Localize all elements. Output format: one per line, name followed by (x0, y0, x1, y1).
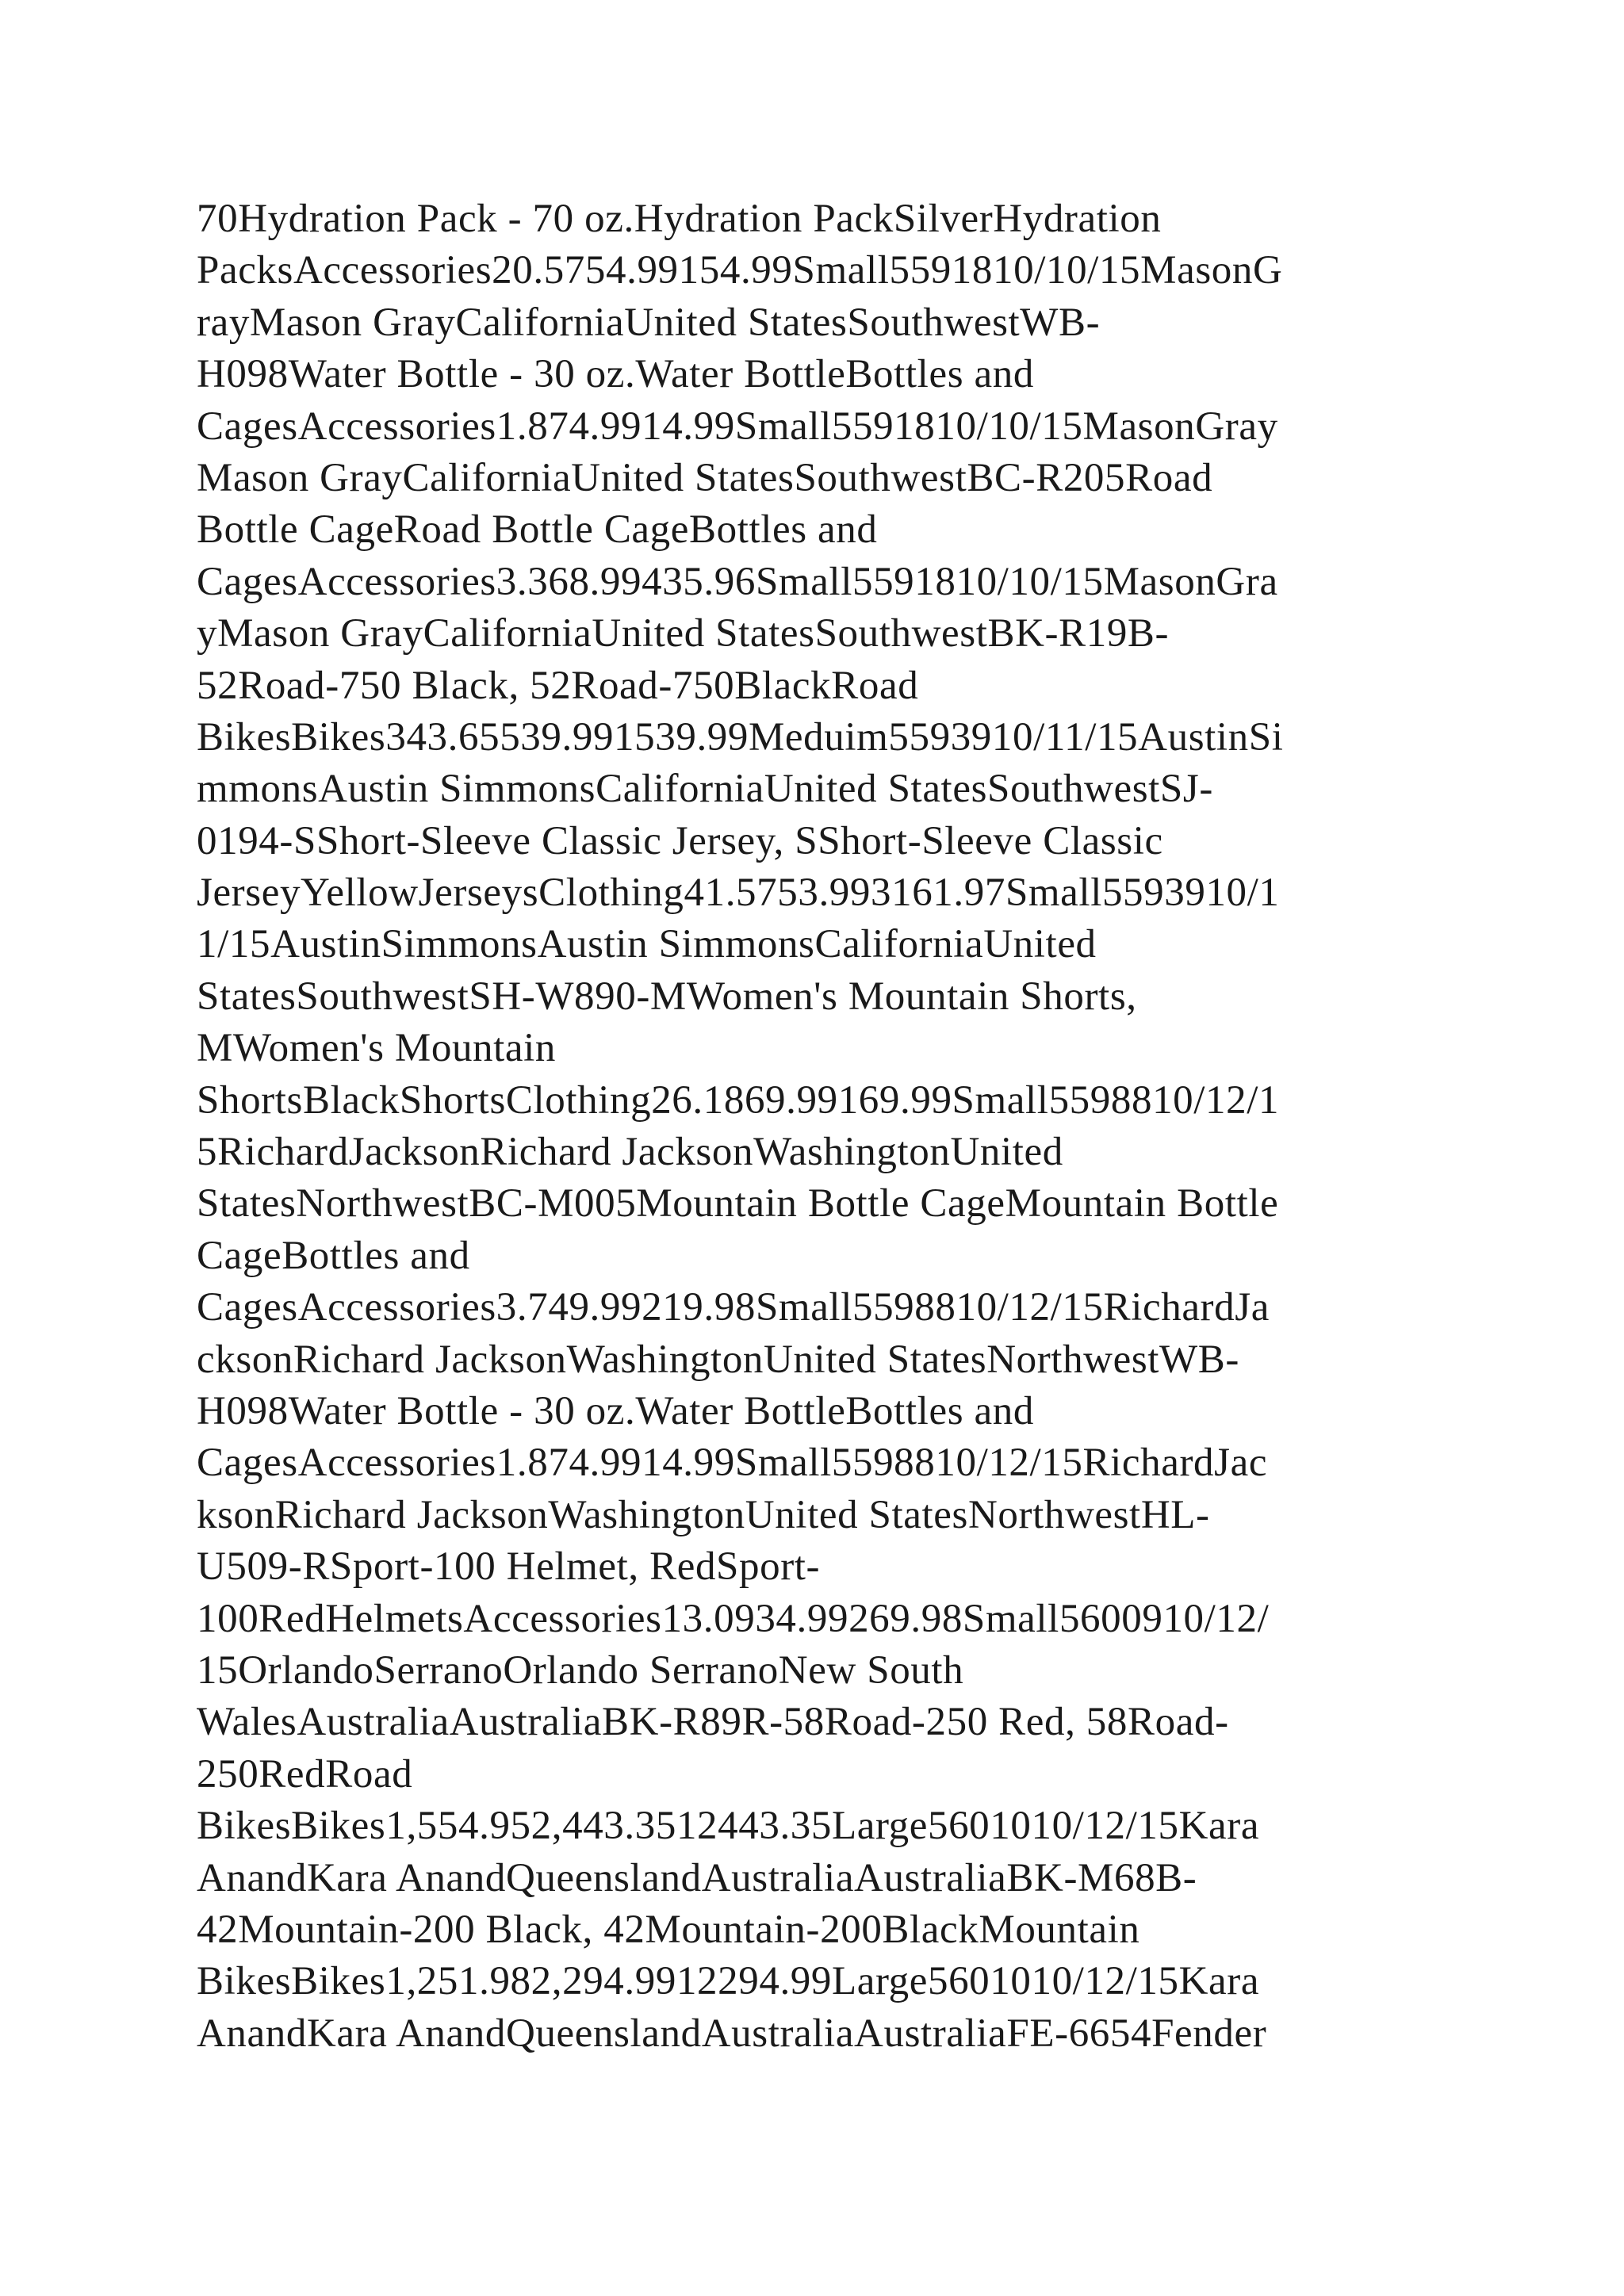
text-line: 42Mountain-200 Black, 42Mountain-200BlackMountain (197, 1907, 1140, 1952)
text-line: AnandKara AnandQueenslandAustraliaAustraliaBK-M68B- (197, 1855, 1197, 1900)
text-line: BikesBikes1,554.952,443.3512443.35Large5601010/12/15Kara (197, 1804, 1260, 1849)
text-line: 1/15AustinSimmonsAustin SimmonsCaliforniaUnited (197, 922, 1097, 967)
text-line: WalesAustraliaAustraliaBK-R89R-58Road-250 Red, 58Road- (197, 1700, 1229, 1745)
text-line: CageBottles and (197, 1233, 470, 1278)
text-line: rayMason GrayCaliforniaUnited StatesSouthwestWB- (197, 300, 1101, 345)
text-line: Mason GrayCaliforniaUnited StatesSouthwestBC-R205Road (197, 455, 1213, 500)
text-line: 100RedHelmetsAccessories13.0934.99269.98Small5600910/12/ (197, 1596, 1270, 1641)
text-line: StatesNorthwestBC-M005Mountain Bottle CageMountain Bottle (197, 1181, 1279, 1226)
text-line: BikesBikes1,251.982,294.9912294.99Large5601010/12/15Kara (197, 1959, 1260, 2004)
text-line: ksonRichard JacksonWashingtonUnited StatesNorthwestHL- (197, 1492, 1210, 1537)
text-line: 52Road-750 Black, 52Road-750BlackRoad (197, 663, 919, 708)
text-line: mmonsAustin SimmonsCaliforniaUnited StatesSouthwestSJ- (197, 767, 1213, 812)
text-line: H098Water Bottle - 30 oz.Water BottleBottles and (197, 352, 1034, 397)
text-line: MWomen's Mountain (197, 1026, 557, 1071)
text-line: AnandKara AnandQueenslandAustraliaAustraliaFE-6654Fender (197, 2011, 1267, 2056)
text-line: CagesAccessories3.749.99219.98Small5598810/12/15RichardJa (197, 1285, 1270, 1330)
text-line: StatesSouthwestSH-W890-MWomen's Mountain Shorts, (197, 974, 1137, 1019)
text-line: 250RedRoad (197, 1751, 413, 1797)
text-line: BikesBikes343.65539.991539.99Meduim5593910/11/15AustinSi (197, 714, 1284, 760)
text-line: Bottle CageRoad Bottle CageBottles and (197, 507, 878, 553)
text-line: CagesAccessories1.874.9914.99Small5598810/12/15RichardJac (197, 1441, 1268, 1486)
text-line: 70Hydration Pack - 70 oz.Hydration PackSilverHydration (197, 197, 1162, 241)
text-line: yMason GrayCaliforniaUnited StatesSouthwestBK-R19B- (197, 611, 1170, 656)
text-line: 5RichardJacksonRichard JacksonWashingtonUnited (197, 1130, 1063, 1175)
text-line: CagesAccessories3.368.99435.96Small5591810/10/15MasonGra (197, 559, 1278, 604)
document-body-text (197, 193, 1450, 2060)
text-line: ShortsBlackShortsClothing26.1869.99169.99Small5598810/12/1 (197, 1077, 1280, 1123)
text-line: H098Water Bottle - 30 oz.Water BottleBottles and (197, 1388, 1034, 1433)
text-line: U509-RSport-100 Helmet, RedSport- (197, 1544, 821, 1590)
text-line: PacksAccessories20.5754.99154.99Small5591810/10/15MasonG (197, 248, 1283, 293)
text-line: 15OrlandoSerranoOrlando SerranoNew South (197, 1647, 964, 1693)
text-line: cksonRichard JacksonWashingtonUnited StatesNorthwestWB- (197, 1337, 1239, 1382)
text-line: JerseyYellowJerseysClothing41.5753.993161.97Small5593910/1 (197, 871, 1280, 916)
text-line: 0194-SShort-Sleeve Classic Jersey, SShort-Sleeve Classic (197, 818, 1163, 863)
text-line: CagesAccessories1.874.9914.99Small5591810/10/15MasonGray (197, 404, 1278, 449)
